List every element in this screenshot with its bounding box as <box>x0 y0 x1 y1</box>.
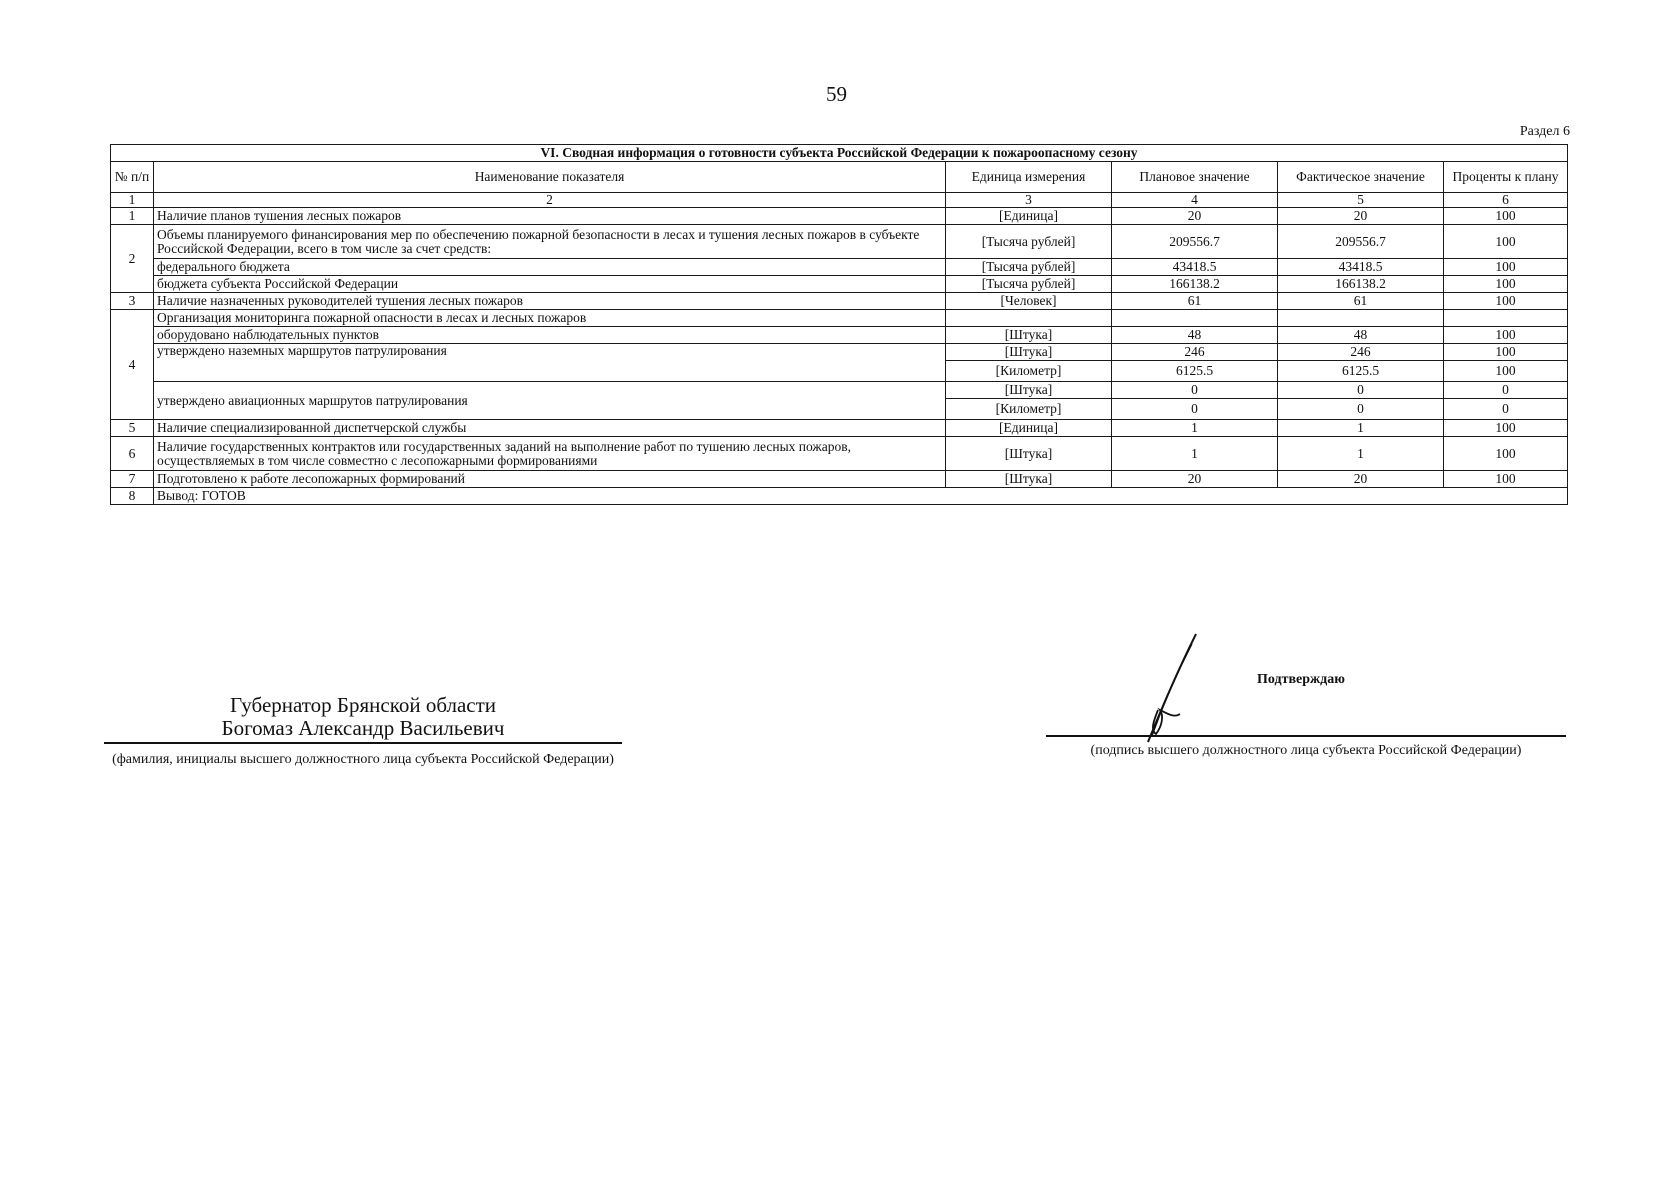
row-unit: [Штука] <box>946 344 1112 361</box>
row-fact: 20 <box>1278 208 1444 225</box>
row-percent: 100 <box>1444 225 1568 259</box>
row-unit: [Штука] <box>946 437 1112 471</box>
row-name: Наличие специализированной диспетчерской службы <box>154 420 946 437</box>
table-caption: VI. Сводная информация о готовности субъекта Российской Федерации к пожароопасному сезону <box>111 145 1568 162</box>
row-percent: 100 <box>1444 471 1568 488</box>
signature-caption: (подпись высшего должностного лица субъекта Российской Федерации) <box>1090 743 1522 758</box>
row-plan: 0 <box>1112 382 1278 399</box>
header-percent: Проценты к плану <box>1444 162 1568 193</box>
row-percent <box>1444 310 1568 327</box>
confirm-label: Подтверждаю <box>1257 672 1345 687</box>
row-fact: 61 <box>1278 293 1444 310</box>
row-unit: [Человек] <box>946 293 1112 310</box>
row-fact: 1 <box>1278 437 1444 471</box>
table-row <box>111 437 1568 471</box>
table-header-row <box>111 162 1568 193</box>
row-fact: 246 <box>1278 344 1444 361</box>
row-percent: 100 <box>1444 208 1568 225</box>
row-fact: 43418.5 <box>1278 259 1444 276</box>
official-full-name: Богомаз Александр Васильевич <box>221 716 505 740</box>
table-row <box>111 344 1568 361</box>
column-number: 3 <box>946 193 1112 208</box>
column-number: 6 <box>1444 193 1568 208</box>
row-name: Наличие государственных контрактов или государственных заданий на выполнение работ по тушению лесных пожаров, осуществляемых в том числе совместно с лесопожарными формированиями <box>154 437 946 471</box>
row-plan: 1 <box>1112 437 1278 471</box>
table-row <box>111 225 1568 259</box>
row-percent: 100 <box>1444 259 1568 276</box>
row-name: Объемы планируемого финансирования мер по обеспечению пожарной безопасности в лесах и тушения лесных пожаров в субъекте Российской Федерации, всего в том числе за счет средств: <box>154 225 946 259</box>
official-name-block <box>104 694 622 769</box>
row-plan: 61 <box>1112 293 1278 310</box>
section-label: Раздел 6 <box>1519 124 1570 139</box>
row-unit: [Тысяча рублей] <box>946 276 1112 293</box>
row-fact: 48 <box>1278 327 1444 344</box>
row-unit: [Километр] <box>946 361 1112 382</box>
row-plan: 246 <box>1112 344 1278 361</box>
row-num: 6 <box>111 437 154 471</box>
row-num: 8 <box>111 488 154 505</box>
header-num: № п/п <box>111 162 154 193</box>
row-num: 3 <box>111 293 154 310</box>
table-row <box>111 488 1568 505</box>
row-percent: 100 <box>1444 361 1568 382</box>
summary-table <box>110 144 1568 505</box>
row-num: 5 <box>111 420 154 437</box>
header-unit: Единица измерения <box>946 162 1112 193</box>
row-plan: 1 <box>1112 420 1278 437</box>
column-number: 2 <box>154 193 946 208</box>
header-fact: Фактическое значение <box>1278 162 1444 193</box>
row-name: утверждено наземных маршрутов патрулирования <box>154 344 946 382</box>
row-fact: 20 <box>1278 471 1444 488</box>
column-number: 4 <box>1112 193 1278 208</box>
row-plan: 20 <box>1112 208 1278 225</box>
row-name: оборудовано наблюдательных пунктов <box>154 327 946 344</box>
row-plan: 209556.7 <box>1112 225 1278 259</box>
row-name: Организация мониторинга пожарной опасности в лесах и лесных пожаров <box>154 310 946 327</box>
row-fact: 166138.2 <box>1278 276 1444 293</box>
row-unit: [Километр] <box>946 399 1112 420</box>
row-percent: 100 <box>1444 420 1568 437</box>
row-unit: [Тысяча рублей] <box>946 259 1112 276</box>
row-percent: 100 <box>1444 293 1568 310</box>
row-plan: 20 <box>1112 471 1278 488</box>
table-row <box>111 276 1568 293</box>
row-percent: 100 <box>1444 276 1568 293</box>
table-row <box>111 382 1568 399</box>
row-num: 1 <box>111 208 154 225</box>
row-fact: 209556.7 <box>1278 225 1444 259</box>
signature-line <box>1046 735 1566 737</box>
table-row <box>111 420 1568 437</box>
official-name-caption: (фамилия, инициалы высшего должностного лица субъекта Российской Федерации) <box>112 752 614 767</box>
row-plan: 43418.5 <box>1112 259 1278 276</box>
row-fact: 0 <box>1278 382 1444 399</box>
row-plan: 6125.5 <box>1112 361 1278 382</box>
row-unit: [Тысяча рублей] <box>946 225 1112 259</box>
row-name: Наличие назначенных руководителей тушения лесных пожаров <box>154 293 946 310</box>
official-name <box>104 694 622 744</box>
row-percent: 100 <box>1444 344 1568 361</box>
row-unit: [Штука] <box>946 382 1112 399</box>
row-percent: 0 <box>1444 399 1568 420</box>
row-num: 2 <box>111 225 154 293</box>
official-title: Губернатор Брянской области <box>229 693 497 717</box>
handwritten-signature-icon <box>1118 630 1218 745</box>
conclusion-cell: Вывод: ГОТОВ <box>154 488 1568 505</box>
table-row <box>111 310 1568 327</box>
header-plan: Плановое значение <box>1112 162 1278 193</box>
row-fact: 0 <box>1278 399 1444 420</box>
row-fact: 1 <box>1278 420 1444 437</box>
row-num: 7 <box>111 471 154 488</box>
column-number-row <box>111 193 1568 208</box>
row-name: федерального бюджета <box>154 259 946 276</box>
row-percent: 0 <box>1444 382 1568 399</box>
row-percent: 100 <box>1444 327 1568 344</box>
table-row <box>111 327 1568 344</box>
row-plan <box>1112 310 1278 327</box>
header-name: Наименование показателя <box>154 162 946 193</box>
row-unit: [Штука] <box>946 327 1112 344</box>
table-row <box>111 471 1568 488</box>
row-plan: 0 <box>1112 399 1278 420</box>
row-num: 4 <box>111 310 154 420</box>
row-fact: 6125.5 <box>1278 361 1444 382</box>
page-number: 59 <box>826 82 847 106</box>
table-row <box>111 208 1568 225</box>
row-name: бюджета субъекта Российской Федерации <box>154 276 946 293</box>
row-plan: 166138.2 <box>1112 276 1278 293</box>
table-row <box>111 259 1568 276</box>
row-fact <box>1278 310 1444 327</box>
row-unit: [Единица] <box>946 420 1112 437</box>
row-percent: 100 <box>1444 437 1568 471</box>
table-row <box>111 293 1568 310</box>
row-unit <box>946 310 1112 327</box>
column-number: 1 <box>111 193 154 208</box>
row-name: утверждено авиационных маршрутов патрулирования <box>154 382 946 420</box>
row-plan: 48 <box>1112 327 1278 344</box>
row-unit: [Единица] <box>946 208 1112 225</box>
column-number: 5 <box>1278 193 1444 208</box>
row-name: Подготовлено к работе лесопожарных формирований <box>154 471 946 488</box>
row-name: Наличие планов тушения лесных пожаров <box>154 208 946 225</box>
row-unit: [Штука] <box>946 471 1112 488</box>
